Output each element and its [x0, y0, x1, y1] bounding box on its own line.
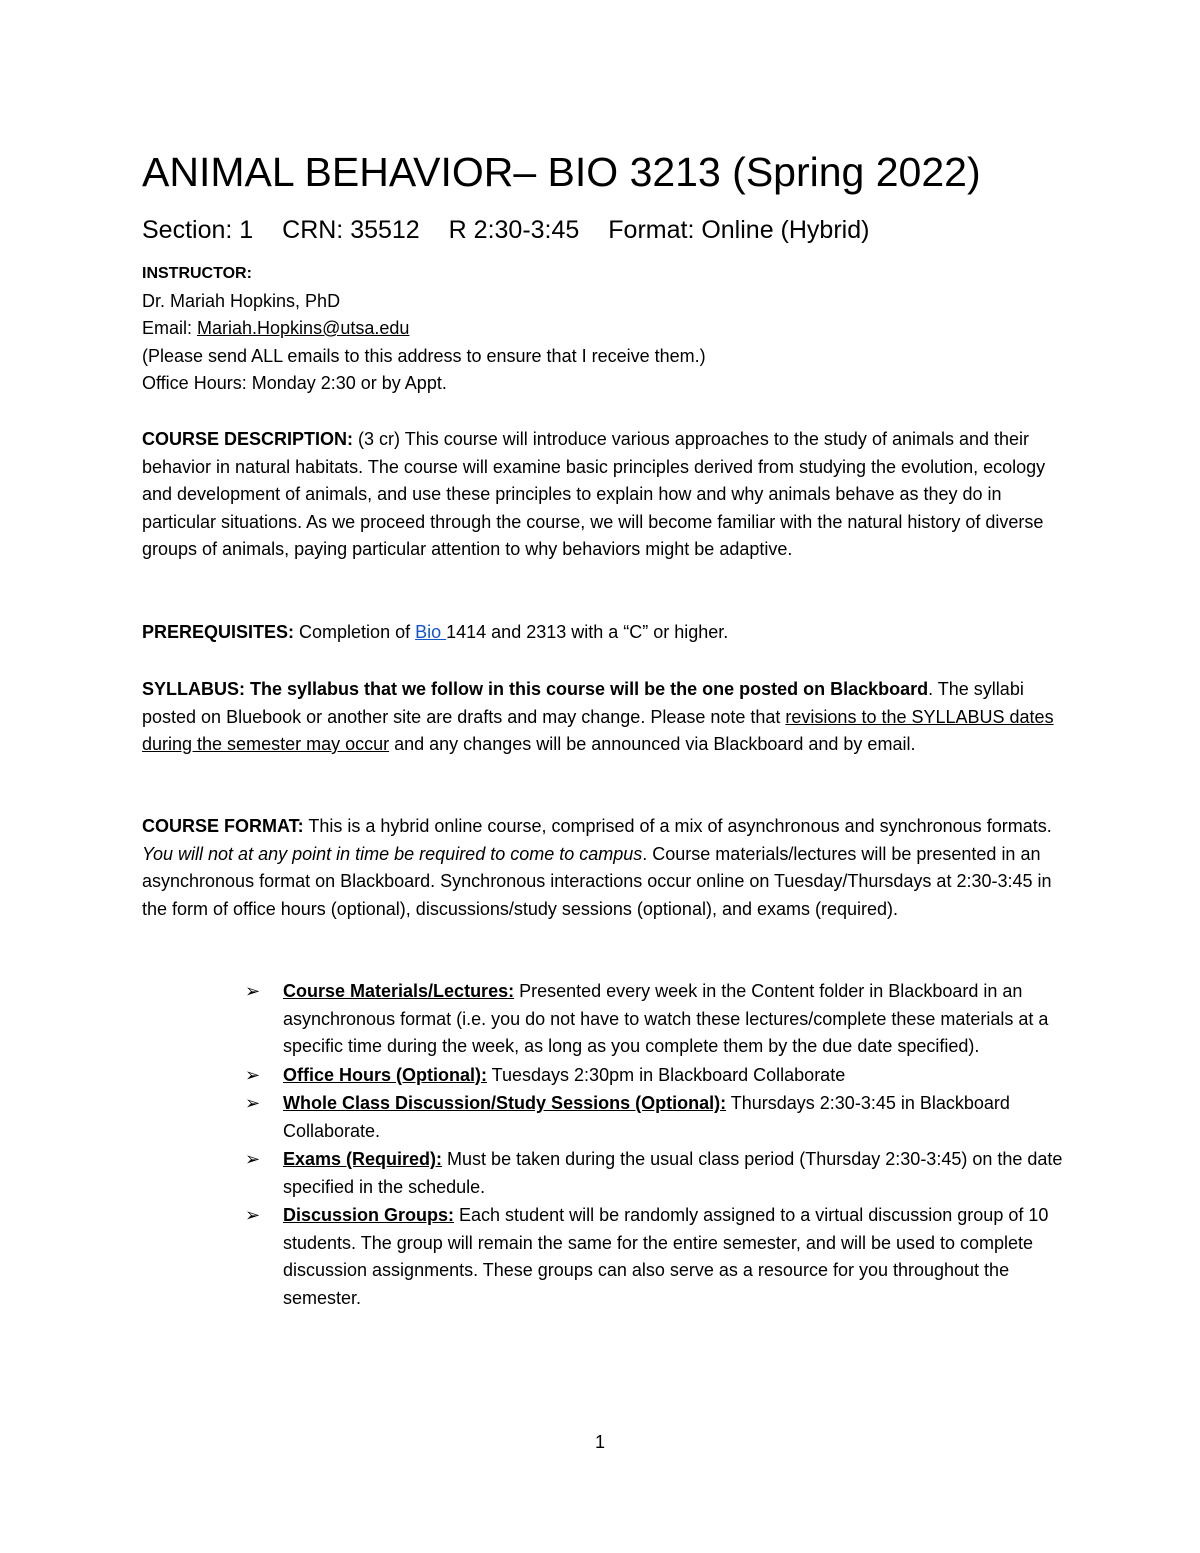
syllabus-bold-text: The syllabus that we follow in this course will be the one posted on Blackboard	[245, 679, 929, 699]
course-format-text-2: . Course materials/lectures will be presented in an asynchronous format on Blackboard. Synchronous interactions occur online on Tuesday/Thursdays at 2:30-3:45 in the form of office hours (optional), discussions/study sessions (optional), and exams (required).	[142, 843, 1052, 919]
syllabus-section	[142, 676, 1062, 759]
course-description-label: COURSE DESCRIPTION:	[142, 429, 354, 449]
section-info: Section: 1	[142, 216, 254, 244]
bullet-label: Office Hours (Optional):	[283, 1064, 487, 1085]
crn-info: CRN: 35512	[282, 216, 420, 244]
prerequisites	[142, 619, 1062, 647]
arrow-bullet-icon: ➢	[245, 981, 261, 1001]
instructor-block	[142, 260, 1062, 398]
email-note: (Please send ALL emails to this address to ensure that I receive them.)	[142, 345, 706, 366]
syllabus-text-2: and any changes will be announced via Blackboard and by email.	[389, 734, 916, 754]
time-info: R 2:30-3:45	[448, 216, 580, 244]
page-title: ANIMAL BEHAVIOR– BIO 3213 (Spring 2022)	[142, 149, 981, 195]
course-description-text: (3 cr) This course will introduce various approaches to the study of animals and their behavior in natural habitats. The course will examine basic principles derived from studying the evolution, ecology and development of animals, and use these principles to explain how and why animals behave as they do in particular situations. As we proceed through the course, we will become familiar with the natural history of diverse groups of animals, paying particular attention to why behaviors might be adaptive.	[142, 429, 1046, 559]
bullet-text: Thursdays 2:30-3:45 in Blackboard Collaborate.	[283, 1093, 1010, 1141]
arrow-bullet-icon: ➢	[245, 1064, 261, 1085]
list-item	[245, 1202, 1065, 1312]
instructor-email-line	[142, 315, 1062, 343]
bullet-label: Exams (Required):	[283, 1149, 443, 1169]
prerequisites-text-after: 1414 and 2313 with a “C” or higher.	[446, 622, 729, 642]
bullet-label: Whole Class Discussion/Study Sessions (Optional):	[283, 1093, 727, 1113]
email-label: Email:	[142, 318, 198, 338]
list-item	[245, 1090, 1065, 1145]
prerequisites-label: PREREQUISITES:	[142, 622, 295, 642]
arrow-bullet-icon: ➢	[245, 1093, 261, 1113]
bullet-text: Must be taken during the usual class period (Thursday 2:30-3:45) on the date specified in the schedule.	[283, 1149, 1063, 1197]
prerequisites-text-before: Completion of	[294, 622, 416, 642]
arrow-bullet-icon: ➢	[245, 1149, 261, 1169]
format-info: Format: Online (Hybrid)	[608, 216, 870, 244]
list-item	[245, 978, 1065, 1061]
bio-link[interactable]: Bio	[415, 622, 447, 642]
bullet-text: Presented every week in the Content folder in Blackboard in an asynchronous format (i.e. you do not have to watch these lectures/complete these materials at a specific time during the week, as long as you complete them by the due date specified).	[283, 981, 1049, 1056]
bullet-label: Discussion Groups:	[283, 1205, 455, 1225]
list-item	[245, 1146, 1065, 1201]
office-hours: Office Hours: Monday 2:30 or by Appt.	[142, 373, 447, 393]
course-format-italic: You will not at any point in time be required to come to campus	[142, 843, 643, 864]
arrow-bullet-icon: ➢	[245, 1205, 261, 1225]
instructor-name: Dr. Mariah Hopkins, PhD	[142, 290, 341, 311]
format-bullet-list	[245, 978, 1065, 1313]
course-format	[142, 813, 1062, 923]
course-description	[142, 426, 1062, 564]
page-number: 1	[594, 1432, 605, 1452]
list-item	[245, 1062, 1065, 1090]
syllabus-text-1: . The syllabi posted on Bluebook or another site are drafts and may change. Please note that	[142, 679, 1024, 727]
course-format-text-1: This is a hybrid online course, comprised of a mix of asynchronous and synchronous formats.	[303, 816, 1052, 836]
bullet-text: Each student will be randomly assigned to a virtual discussion group of 10 students. The group will remain the same for the entire semester, and will be used to complete discussion assignments. These groups can also serve as a resource for you throughout the semester.	[283, 1205, 1049, 1308]
instructor-label: INSTRUCTOR:	[142, 265, 252, 282]
bullet-label: Course Materials/Lectures:	[283, 981, 515, 1001]
email-link[interactable]: Mariah.Hopkins@utsa.edu	[197, 318, 410, 338]
course-info-line	[142, 215, 891, 245]
syllabus-label: SYLLABUS:	[142, 679, 245, 699]
syllabus-underlined: revisions to the SYLLABUS dates during the semester may occur	[142, 706, 1054, 754]
course-format-label: COURSE FORMAT:	[142, 816, 304, 836]
bullet-text: Tuesdays 2:30pm in Blackboard Collaborate	[487, 1064, 846, 1085]
